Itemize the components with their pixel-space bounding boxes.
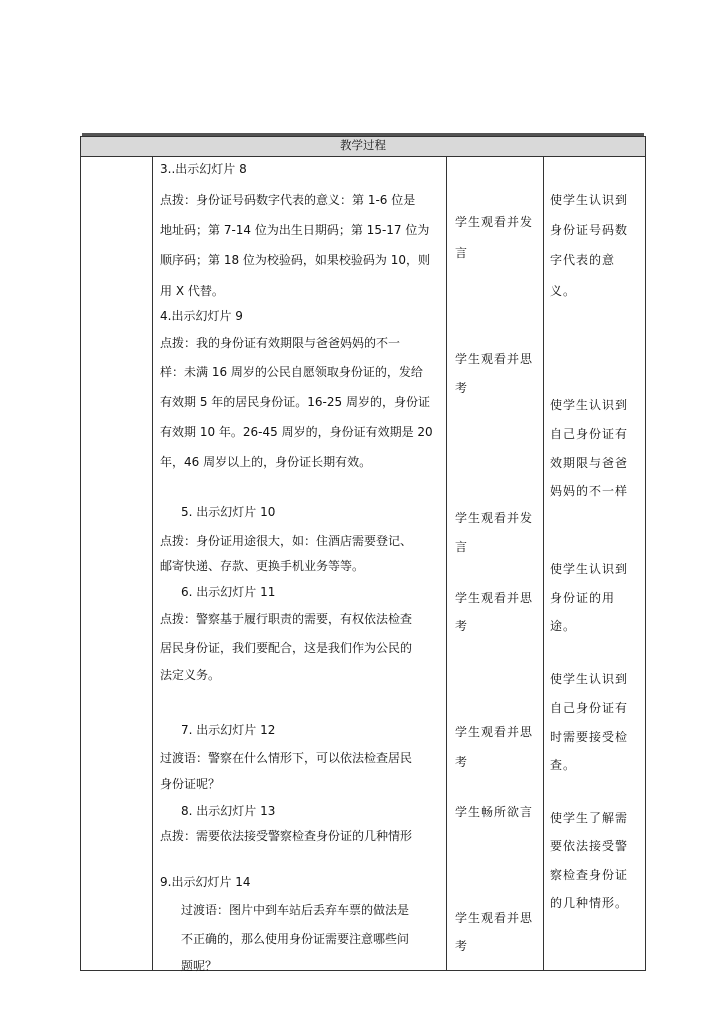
intent-column	[544, 157, 646, 971]
process-line: 邮寄快递、存款、更换手机业务等等。	[160, 559, 365, 573]
student-line: 考	[455, 939, 469, 953]
process-line: 过渡语：图片中到车站后丢弃车票的做法是	[181, 903, 410, 917]
process-line: 5. 出示幻灯片 10	[181, 505, 276, 519]
student-line: 学生畅所欲言	[455, 805, 534, 819]
student-line: 学生观看并思	[455, 911, 534, 925]
student-line: 学生观看并思	[455, 591, 534, 605]
process-line: 身份证呢？	[160, 777, 221, 791]
intent-line: 妈妈的不一样	[550, 484, 629, 498]
process-line: 8. 出示幻灯片 13	[181, 804, 276, 818]
process-line: 不正确的，那么使用身份证需要注意哪些问	[181, 932, 410, 946]
process-line: 顺序码；第 18 位为校验码，如果校验码为 10，则	[160, 253, 430, 267]
blank-column	[81, 157, 153, 971]
intent-line: 的几种情形。	[550, 896, 629, 910]
process-line: 点拨：我的身份证有效期限与爸爸妈妈的不一	[160, 336, 401, 350]
process-line: 点拨：身份证用途很大，如：住酒店需要登记、	[160, 534, 413, 548]
process-line: 点拨：需要依法接受警察检查身份证的几种情形	[160, 829, 413, 843]
process-line: 点拨：警察基于履行职责的需要，有权依法检查	[160, 612, 413, 626]
intent-line: 效期限与爸爸	[550, 456, 629, 470]
intent-line: 自己身份证有	[550, 701, 629, 715]
student-line: 学生观看并思	[455, 352, 534, 366]
intent-line: 要依法接受警	[550, 839, 629, 853]
process-column	[153, 157, 447, 971]
intent-line: 察检查身份证	[550, 868, 629, 882]
student-line: 学生观看并发	[455, 511, 534, 525]
student-line: 学生观看并发	[455, 215, 534, 229]
process-line: 点拨：身份证号码数字代表的意义：第 1-6 位是	[160, 193, 416, 207]
process-line: 有效期 10 年。26-45 周岁的，身份证有效期是 20	[160, 425, 433, 439]
student-line: 考	[455, 619, 469, 633]
student-line: 言	[455, 246, 469, 260]
process-line: 4.出示幻灯片 9	[160, 309, 243, 323]
process-line: 7. 出示幻灯片 12	[181, 723, 276, 737]
process-line: 6. 出示幻灯片 11	[181, 585, 276, 599]
student-line: 考	[455, 381, 469, 395]
student-column	[447, 157, 544, 971]
intent-line: 义。	[550, 284, 577, 298]
process-line: 有效期 5 年的居民身份证。16-25 周岁的，身份证	[160, 395, 430, 409]
process-line: 居民身份证，我们要配合，这是我们作为公民的	[160, 641, 413, 655]
intent-line: 使学生认识到	[550, 672, 629, 686]
intent-line: 使学生认识到	[550, 193, 629, 207]
process-line: 题呢？	[181, 959, 218, 973]
lesson-table	[80, 136, 646, 971]
student-line: 言	[455, 540, 469, 554]
intent-line: 身份证号码数	[550, 223, 629, 237]
intent-line: 使学生认识到	[550, 562, 629, 576]
process-line: 3..出示幻灯片 8	[160, 162, 247, 176]
intent-line: 字代表的意	[550, 253, 616, 267]
intent-line: 使学生了解需	[550, 811, 629, 825]
process-line: 9.出示幻灯片 14	[160, 875, 251, 889]
process-line: 过渡语：警察在什么情形下，可以依法检查居民	[160, 751, 413, 765]
intent-line: 查。	[550, 758, 577, 772]
intent-line: 途。	[550, 619, 577, 633]
intent-line: 使学生认识到	[550, 398, 629, 412]
student-line: 考	[455, 755, 469, 769]
process-line: 年，46 周岁以上的，身份证长期有效。	[160, 455, 372, 469]
process-line: 用 X 代替。	[160, 284, 224, 298]
process-line: 样：未满 16 周岁的公民自愿领取身份证的，发给	[160, 365, 423, 379]
table-header: 教学过程	[81, 137, 646, 157]
process-line: 法定义务。	[160, 668, 221, 682]
student-line: 学生观看并思	[455, 725, 534, 739]
intent-line: 时需要接受检	[550, 730, 629, 744]
process-line: 地址码；第 7-14 位为出生日期码；第 15-17 位为	[160, 223, 430, 237]
intent-line: 自己身份证有	[550, 427, 629, 441]
intent-line: 身份证的用	[550, 591, 616, 605]
